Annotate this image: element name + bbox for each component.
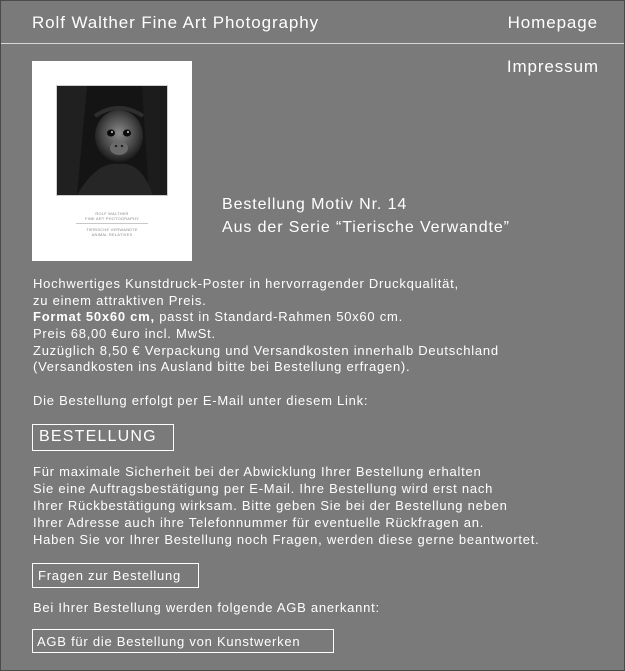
shipping-line: Zuzüglich 8,50 € Verpackung und Versandkosten innerhalb Deutschland	[33, 343, 499, 358]
site-title: Rolf Walther Fine Art Photography	[32, 13, 320, 32]
nav-link-homepage[interactable]: Homepage	[507, 13, 598, 32]
format-note: passt in Standard-Rahmen 50x60 cm.	[154, 309, 403, 324]
description-line: zu einem attraktiven Preis.	[33, 293, 207, 308]
agb-button[interactable]: AGB für die Bestellung von Kunstwerken	[32, 629, 334, 653]
price-line: Preis 68,00 €uro incl. MwSt.	[33, 326, 216, 341]
order-button[interactable]: BESTELLUNG	[32, 424, 174, 451]
poster-image	[32, 61, 192, 261]
description-line: Hochwertiges Kunstdruck-Poster in hervorragender Druckqualität,	[33, 276, 459, 291]
poster-caption-line: FINE ART PHOTOGRAPHY	[84, 216, 139, 221]
series-title: Aus der Serie “Tierische Verwandte”	[222, 219, 510, 236]
security-line: Haben Sie vor Ihrer Bestellung noch Fragen, werden diese gerne beantwortet.	[33, 532, 540, 547]
order-intro: Die Bestellung erfolgt per E-Mail unter diesem Link:	[33, 393, 369, 408]
nav-link-impressum[interactable]: Impressum	[506, 57, 599, 76]
security-line: Für maximale Sicherheit bei der Abwicklung Ihrer Bestellung erhalten	[33, 464, 482, 479]
format-line	[33, 309, 403, 324]
poster-caption-divider	[76, 223, 148, 224]
header-divider	[1, 43, 624, 44]
poster-caption-line: ANIMAL RELATIVES	[91, 232, 133, 237]
security-line: Ihrer Adresse auch ihre Telefonnummer für eventuelle Rückfragen an.	[33, 515, 485, 530]
poster-caption-line: TIERISCHE VERWANDTE	[86, 227, 138, 232]
agb-intro: Bei Ihrer Bestellung werden folgende AGB anerkannt:	[33, 600, 380, 615]
orangutan-photo	[56, 85, 168, 196]
questions-button[interactable]: Fragen zur Bestellung	[32, 563, 199, 588]
security-line: Sie eine Auftragsbestätigung per E-Mail. Ihre Bestellung wird erst nach	[33, 481, 494, 496]
orangutan-illustration	[57, 86, 167, 195]
shipping-abroad-line: (Versandkosten ins Ausland bitte bei Bestellung erfragen).	[33, 359, 411, 374]
poster-caption-line: ROLF WALTHER	[95, 211, 129, 216]
order-title: Bestellung Motiv Nr. 14	[222, 196, 408, 213]
security-line: Ihrer Rückbestätigung wirksam. Bitte geben Sie bei der Bestellung neben	[33, 498, 508, 513]
format-size: Format 50x60 cm,	[33, 309, 155, 324]
